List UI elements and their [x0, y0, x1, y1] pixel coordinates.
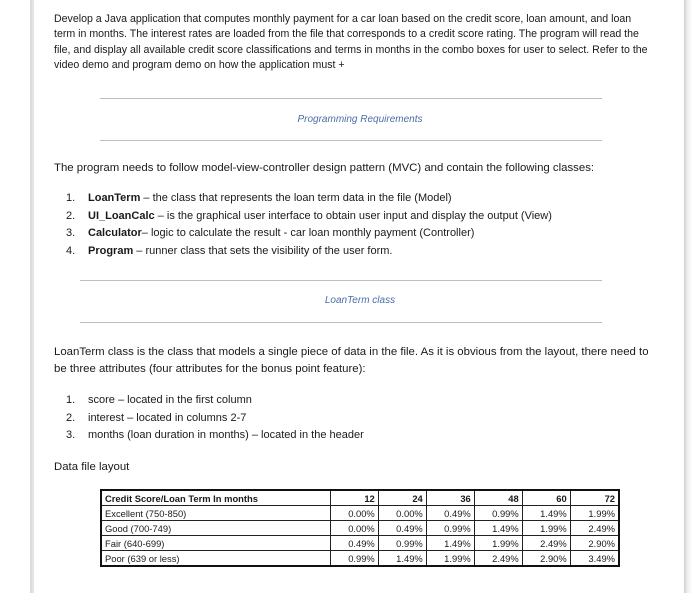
divider-rule [100, 140, 602, 141]
column-header: 12 [330, 490, 378, 506]
table-cell: 1.99% [426, 551, 474, 567]
table-cell: 0.00% [378, 506, 426, 521]
list-item: 4. Program – runner class that sets the visibility of the user form. [66, 244, 393, 257]
list-item: 1. LoanTerm – the class that represents the loan term data in the file (Model) [66, 192, 452, 204]
table-cell: 0.00% [330, 521, 378, 536]
table-cell: Fair (640-699) [101, 536, 330, 551]
table-cell: 1.99% [522, 521, 570, 536]
class-name: UI_LoanCalc [88, 209, 155, 222]
column-header: 72 [570, 490, 619, 506]
table-cell: 1.99% [474, 536, 522, 551]
column-header: 36 [426, 490, 474, 506]
table-cell: Poor (639 or less) [101, 551, 330, 567]
divider-rule [80, 280, 602, 281]
list-item: 3. months (loan duration in months) – located in the header [66, 429, 364, 441]
column-header: 24 [378, 490, 426, 506]
section-title-loanterm-class: LoanTerm class [324, 295, 396, 306]
document-page [40, 0, 680, 593]
table-cell: 0.99% [426, 521, 474, 536]
column-header: 48 [474, 490, 522, 506]
table-cell: 1.49% [378, 551, 426, 567]
table-row [101, 536, 619, 551]
table-cell: 0.00% [330, 506, 378, 521]
table-row [101, 521, 619, 536]
table-cell: 1.49% [426, 536, 474, 551]
data-file-table [100, 489, 620, 567]
mvc-class-list [66, 190, 552, 260]
list-item: 3. Calculator– logic to calculate the result - car loan monthly payment (Controller) [66, 227, 475, 239]
mvc-intro: The program needs to follow model-view-controller design pattern (MVC) and contain the following classes: [54, 162, 595, 174]
table-cell: 2.90% [570, 536, 619, 551]
class-name: LoanTerm [88, 192, 141, 204]
class-name: Program [88, 244, 134, 257]
table-cell: 2.49% [474, 551, 522, 567]
list-item: 2. interest – located in columns 2-7 [66, 411, 247, 424]
table-cell: 2.49% [570, 521, 619, 536]
table-cell: Good (700-749) [101, 521, 330, 536]
table-cell: 2.90% [522, 551, 570, 567]
table-cell: 0.99% [330, 551, 378, 567]
table-header-row [101, 490, 619, 506]
table-row [101, 506, 619, 521]
table-cell: 0.99% [378, 536, 426, 551]
divider-rule [80, 322, 602, 323]
table-cell: 0.99% [474, 506, 522, 521]
table-cell: 0.49% [426, 506, 474, 521]
list-item: 1. score – located in the first column [66, 394, 252, 406]
column-header: Credit Score/Loan Term In months [101, 490, 330, 506]
assignment-intro: Develop a Java application that computes monthly payment for a car loan based on the credit score, loan amount, and loan term in months. The interest rates are loaded from the file that corresponds to a credit score rating. The program will read the file, and display all available credit score classifications and terms in months in the combo boxes for user to select. Refer to the video demo and program demo on how the application must + [54, 13, 648, 71]
table-cell: 0.49% [330, 536, 378, 551]
column-header: 60 [522, 490, 570, 506]
divider-rule [100, 98, 602, 99]
table-cell: 1.99% [570, 506, 619, 521]
table-cell: Excellent (750-850) [101, 506, 330, 521]
table-cell: 1.49% [474, 521, 522, 536]
loanterm-attribute-list [66, 392, 364, 445]
table-cell: 3.49% [570, 551, 619, 567]
right-page-edge [684, 0, 700, 593]
table-cell: 1.49% [522, 506, 570, 521]
table-cell: 2.49% [522, 536, 570, 551]
list-item: 2. UI_LoanCalc – is the graphical user interface to obtain user input and display the output (View) [66, 209, 552, 222]
class-name: Calculator [88, 227, 142, 239]
loanterm-intro: LoanTerm class is the class that models a single piece of data in the file. As it is obvious from the layout, there need to be three attributes (four attributes for the bonus point feature): [54, 346, 649, 375]
left-page-edge [0, 0, 34, 593]
section-title-programming-requirements: Programming Requirements [297, 114, 423, 125]
data-file-layout-label: Data file layout [54, 461, 130, 473]
table-row [101, 551, 619, 567]
table-cell: 0.49% [378, 521, 426, 536]
